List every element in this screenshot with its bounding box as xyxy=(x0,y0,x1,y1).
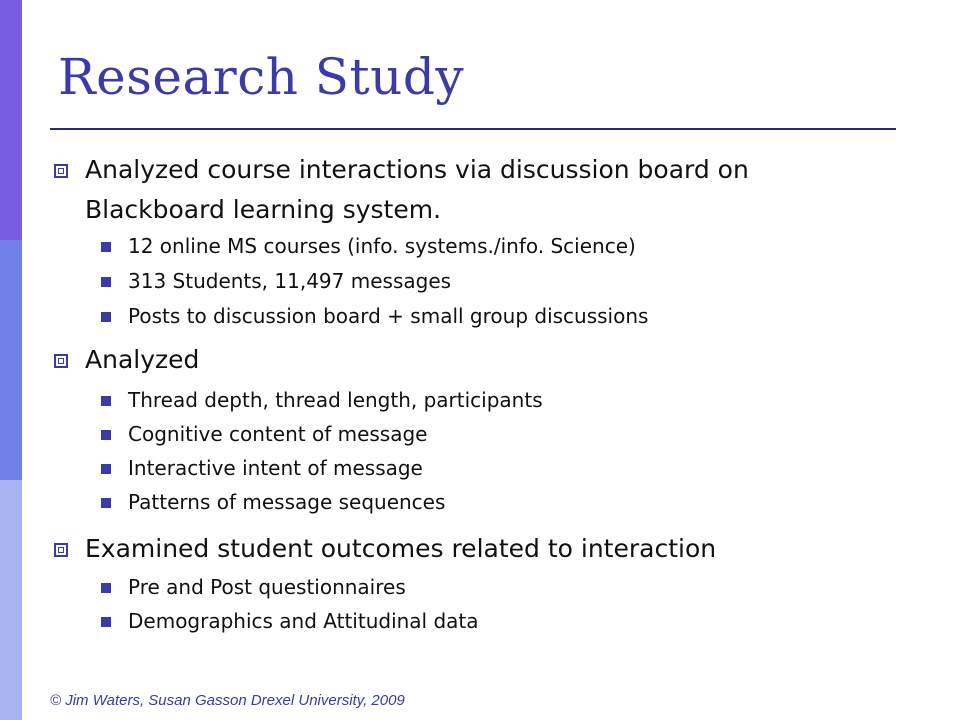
bullet-2 xyxy=(85,343,199,377)
filled-square-bullet-icon xyxy=(101,242,111,252)
hollow-square-bullet-icon xyxy=(54,164,68,178)
filled-square-bullet-icon xyxy=(101,617,111,627)
bullet-1-text: Analyzed course interactions via discussion board on xyxy=(85,155,749,184)
filled-square-bullet-icon xyxy=(101,396,111,406)
sub-bullet xyxy=(128,420,427,448)
sub-bullet xyxy=(128,454,423,482)
sub-bullet xyxy=(128,267,451,295)
filled-square-bullet-icon xyxy=(101,464,111,474)
filled-square-bullet-icon xyxy=(101,312,111,322)
sub-bullet-text: 313 Students, 11,497 messages xyxy=(128,269,452,293)
hollow-square-bullet-icon xyxy=(54,543,68,557)
bullet-3 xyxy=(85,532,716,566)
sub-bullet xyxy=(128,488,445,516)
bullet-2-text: Analyzed xyxy=(85,345,200,374)
sub-bullet xyxy=(128,232,636,260)
sub-bullet-text: Thread depth, thread length, participants xyxy=(128,388,543,412)
bullet-1 xyxy=(85,153,749,187)
sub-bullet-text: Posts to discussion board + small group discussions xyxy=(128,304,649,328)
sub-bullet-text: 12 online MS courses (info. systems./info. Science) xyxy=(128,234,636,258)
filled-square-bullet-icon xyxy=(101,583,111,593)
filled-square-bullet-icon xyxy=(101,498,111,508)
bullet-3-text: Examined student outcomes related to interaction xyxy=(85,534,717,563)
sub-bullet-text: Patterns of message sequences xyxy=(128,490,446,514)
sub-bullet-text: Pre and Post questionnaires xyxy=(128,575,406,599)
filled-square-bullet-icon xyxy=(101,430,111,440)
slide-footer: © Jim Waters, Susan Gasson Drexel University, 2009 xyxy=(50,692,405,709)
sub-bullet-text: Cognitive content of message xyxy=(128,422,428,446)
sub-bullet xyxy=(128,302,648,330)
hollow-square-bullet-icon xyxy=(54,354,68,368)
bullet-1-continued xyxy=(85,193,441,227)
sub-bullet-text: Demographics and Attitudinal data xyxy=(128,609,479,633)
sub-bullet xyxy=(128,386,543,414)
sub-bullet xyxy=(128,573,406,601)
bullet-1-text-line2: Blackboard learning system. xyxy=(85,195,442,224)
sub-bullet-text: Interactive intent of message xyxy=(128,456,423,480)
filled-square-bullet-icon xyxy=(101,277,111,287)
sub-bullet xyxy=(128,607,479,635)
slide-title: Research Study xyxy=(58,48,465,106)
